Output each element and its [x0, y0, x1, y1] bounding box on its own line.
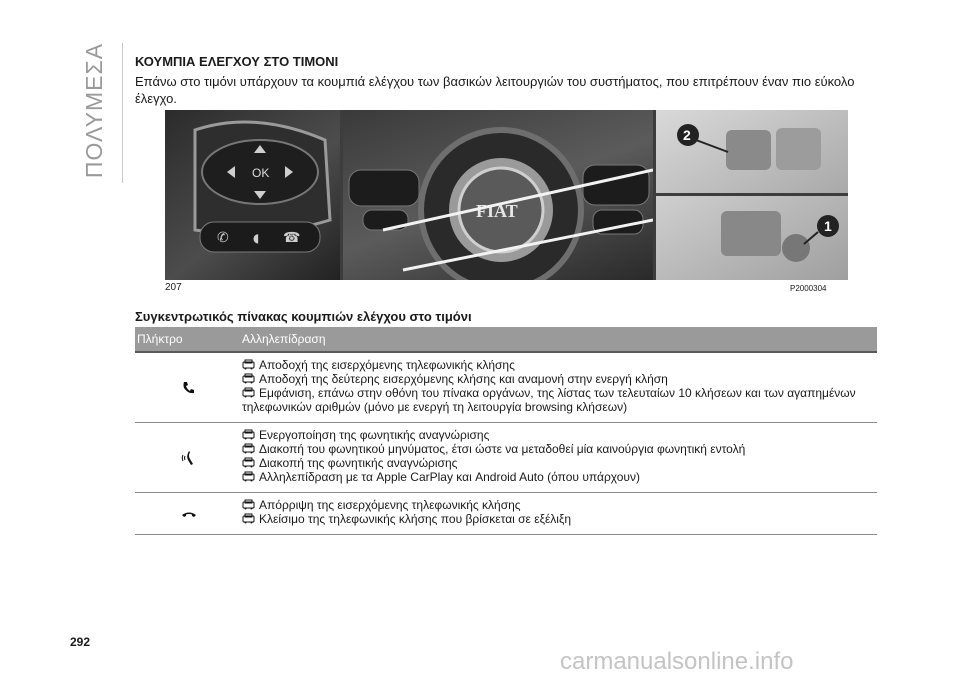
car-icon — [242, 499, 255, 510]
table-row — [135, 353, 877, 423]
car-icon — [242, 373, 255, 384]
car-icon — [242, 457, 255, 468]
svg-text:☎: ☎ — [283, 230, 301, 246]
page-heading: ΚΟΥΜΠΙΑ ΕΛΕΓΧΟΥ ΣΤΟ ΤΙΜΟΝΙ — [135, 54, 339, 69]
row-line: Αλληλεπίδραση με τα Apple CarPlay και Android Auto (όπου υπάρχουν) — [259, 470, 640, 484]
intro-text: Επάνω στο τιμόνι υπάρχουν τα κουμπιά ελέγχου των βασικών λειτουργιών του συστήματος, που επιτρέπουν έναν πιο εύκολο έλεγχο. — [135, 74, 855, 106]
figure-code: P2000304 — [790, 284, 827, 293]
svg-text:✆: ✆ — [217, 230, 229, 246]
steering-wheel-overview — [343, 110, 653, 280]
row-line: Αποδοχή της εισερχόμενης τηλεφωνικής κλήσης — [259, 358, 515, 372]
left-controls-closeup — [165, 110, 340, 280]
row-line: Ενεργοποίηση της φωνητικής αναγνώρισης — [259, 428, 490, 442]
table-title: Συγκεντρωτικός πίνακας κουμπιών ελέγχου στο τιμόνι — [135, 309, 472, 324]
header-interaction: Αλληλεπίδραση — [242, 332, 326, 346]
row-line: Αποδοχή της δεύτερης εισερχόμενης κλήσης και αναμονή στην ενεργή κλήση — [259, 372, 668, 386]
car-icon — [242, 387, 255, 398]
car-icon — [242, 359, 255, 370]
phone-answer-icon — [135, 353, 242, 422]
watermark: carmanualsonline.info — [560, 648, 794, 675]
row-line: Διακοπή της φωνητικής αναγνώρισης — [259, 456, 458, 470]
voice-command-icon — [135, 423, 242, 492]
car-icon — [242, 513, 255, 524]
fiat-logo: FIAT — [476, 201, 518, 221]
table-row — [135, 423, 877, 493]
car-icon — [242, 429, 255, 440]
section-divider — [122, 43, 123, 183]
row-line: Απόρριψη της εισερχόμενης τηλεφωνικής κλήσης — [259, 498, 521, 512]
rear-button-closeup-2 — [656, 110, 848, 193]
rear-button-closeup-1 — [656, 196, 848, 280]
callout-1: 1 — [824, 218, 832, 234]
row-line: Εμφάνιση, επάνω στην οθόνη του πίνακα οργάνων, της λίστας των τελευταίων 10 κλήσεων και των αγαπημένων — [259, 386, 856, 400]
car-icon — [242, 443, 255, 454]
callout-2: 2 — [683, 127, 691, 143]
row-line: Διακοπή του φωνητικού μηνύματος, έτσι ώστε να μεταδοθεί μία καινούργια φωνητική εντολή — [259, 442, 746, 456]
row-line-continuation: τηλεφωνικών αριθμών (μόνο με ενεργή τη λειτουργία browsing κλήσεων) — [242, 400, 628, 414]
steering-wheel-figure — [165, 110, 848, 280]
table-header — [135, 327, 877, 353]
figure-number: 207 — [165, 282, 182, 293]
svg-text:◖: ◖ — [253, 231, 260, 245]
table-row — [135, 493, 877, 535]
page-number: 292 — [70, 635, 91, 649]
header-key: Πλήκτρο — [137, 332, 183, 346]
car-icon — [242, 471, 255, 482]
controls-table — [135, 327, 877, 535]
row-line: Κλείσιμο της τηλεφωνικής κλήσης που βρίσκεται σε εξέλιξη — [259, 512, 571, 526]
ok-label: OK — [252, 166, 270, 180]
section-tab: ΠΟΛΥΜΕΣΑ — [81, 42, 108, 178]
phone-hangup-icon — [135, 493, 242, 534]
